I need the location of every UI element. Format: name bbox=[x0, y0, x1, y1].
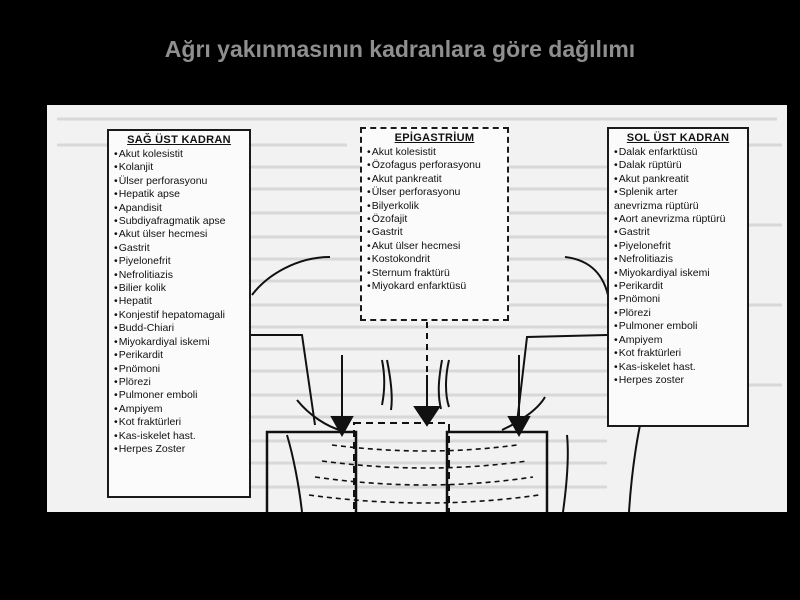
list-item: • Akut kolesistit bbox=[367, 146, 502, 159]
list-item: • Ülser perforasyonu bbox=[114, 175, 244, 188]
list-item: • Dalak enfarktüsü bbox=[614, 146, 742, 159]
list-item: • Pnömoni bbox=[114, 363, 244, 376]
list-item: • Kas-iskelet hast. bbox=[614, 361, 742, 374]
epigastrium-title: EPİGASTRİUM bbox=[394, 132, 475, 144]
list-item: • Piyelonefrit bbox=[614, 240, 742, 253]
list-item: • Akut pankreatit bbox=[367, 173, 502, 186]
list-item: • Plörezi bbox=[614, 307, 742, 320]
slide-title: Ağrı yakınmasının kadranlara göre dağılımı bbox=[164, 36, 636, 62]
right-upper-quadrant-list bbox=[114, 148, 244, 456]
list-item: anevrizma rüptürü bbox=[614, 199, 699, 212]
left-upper-quadrant-box bbox=[607, 127, 749, 427]
list-item: • Plörezi bbox=[114, 376, 244, 389]
list-item: • Ampiyem bbox=[614, 334, 742, 347]
list-item: • Pulmoner emboli bbox=[114, 389, 244, 402]
quadrant-pain-figure bbox=[47, 105, 787, 512]
list-item: • Kas-iskelet hast. bbox=[114, 430, 244, 443]
epigastrium-box bbox=[360, 127, 509, 321]
list-item: • Bilier kolik bbox=[114, 282, 244, 295]
list-item: • Splenik arter bbox=[614, 186, 742, 199]
list-item: • Gastrit bbox=[367, 226, 502, 239]
list-item: • Ülser perforasyonu bbox=[367, 186, 502, 199]
list-item: • Perikardit bbox=[114, 349, 244, 362]
list-item: • Apandisit bbox=[114, 202, 244, 215]
right-upper-quadrant-title: SAĞ ÜST KADRAN bbox=[127, 134, 231, 146]
list-item: • Nefrolitiazis bbox=[614, 253, 742, 266]
left-upper-quadrant-list bbox=[614, 146, 742, 387]
list-item: • Hepatik apse bbox=[114, 188, 244, 201]
list-item: • Nefrolitiazis bbox=[114, 269, 244, 282]
list-item: • Herpes Zoster bbox=[114, 443, 244, 456]
list-item: • Akut ülser hecmesi bbox=[367, 240, 502, 253]
list-item: • Budd-Chiari bbox=[114, 322, 244, 335]
list-item: • Pulmoner emboli bbox=[614, 320, 742, 333]
list-item: • Perikardit bbox=[614, 280, 742, 293]
right-upper-quadrant-box bbox=[107, 129, 251, 498]
list-item: • Dalak rüptürü bbox=[614, 159, 742, 172]
list-item: • Kot fraktürleri bbox=[114, 416, 244, 429]
list-item: • Özofagus perforasyonu bbox=[367, 159, 502, 172]
list-item: • Miyokardiyal iskemi bbox=[114, 336, 244, 349]
list-item: • Subdiyafragmatik apse bbox=[114, 215, 244, 228]
list-item: • Herpes zoster bbox=[614, 374, 742, 387]
list-item: • Miyokardiyal iskemi bbox=[614, 267, 742, 280]
list-item: • Gastrit bbox=[114, 242, 244, 255]
list-item: • Özofajit bbox=[367, 213, 502, 226]
list-item: • Akut pankreatit bbox=[614, 173, 742, 186]
list-item: • Ampiyem bbox=[114, 403, 244, 416]
list-item: • Hepatit bbox=[114, 295, 244, 308]
list-item: • Piyelonefrit bbox=[114, 255, 244, 268]
list-item: • Bilyerkolik bbox=[367, 200, 502, 213]
list-item: • Aort anevrizma rüptürü bbox=[614, 213, 742, 226]
list-item: • Kot fraktürleri bbox=[614, 347, 742, 360]
list-item: • Pnömoni bbox=[614, 293, 742, 306]
list-item: • Akut kolesistit bbox=[114, 148, 244, 161]
list-item: • Kolanjit bbox=[114, 161, 244, 174]
list-item: • Gastrit bbox=[614, 226, 742, 239]
list-item: • Konjestif hepatomagali bbox=[114, 309, 244, 322]
list-item: • Miyokard enfarktüsü bbox=[367, 280, 502, 293]
list-item: • Kostokondrit bbox=[367, 253, 502, 266]
left-upper-quadrant-title: SOL ÜST KADRAN bbox=[626, 132, 730, 144]
list-item: • Akut ülser hecmesi bbox=[114, 228, 244, 241]
list-item: • Sternum fraktürü bbox=[367, 267, 502, 280]
epigastrium-list bbox=[367, 146, 502, 293]
